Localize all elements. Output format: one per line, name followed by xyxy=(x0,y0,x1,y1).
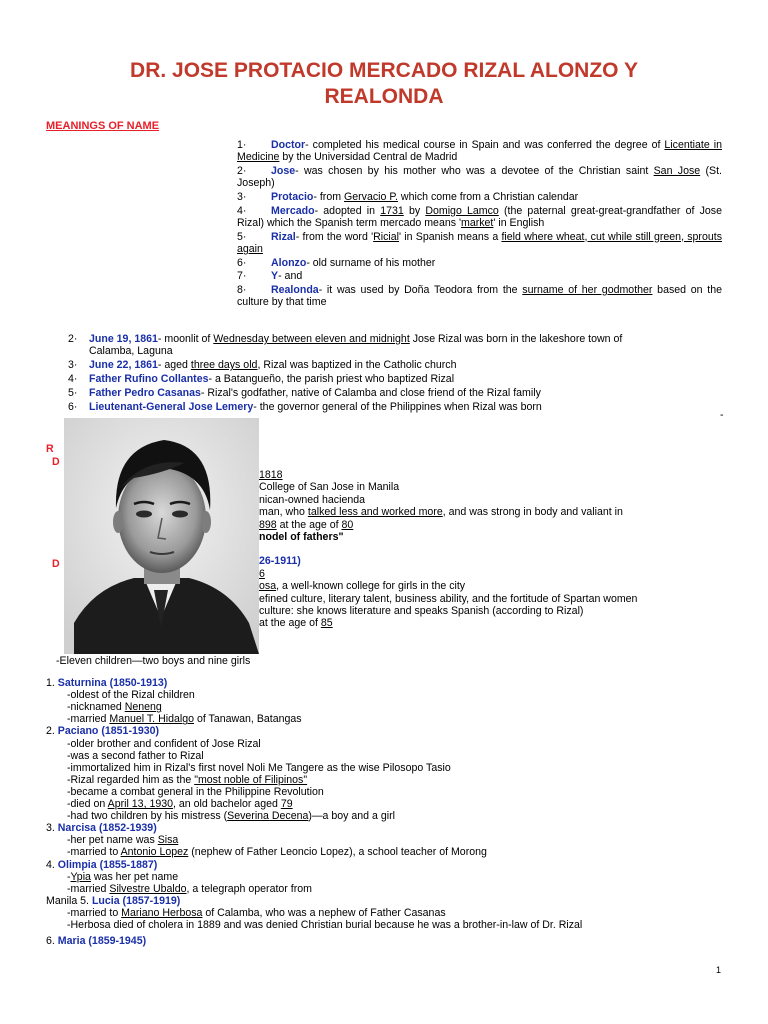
birth-item: 3· June 22, 1861- aged three days old, Rizal was baptized in the Catholic church xyxy=(68,359,457,372)
parents-heading-fragment: R xyxy=(46,443,54,455)
meaning-item: 5· Rizal- from the word 'Ricial' in Spanish means a field where wheat, cut while still green, sprouts again xyxy=(237,230,722,255)
stray-dash: - xyxy=(720,409,724,421)
child-heading: 2. Paciano (1851-1930) xyxy=(46,725,160,738)
birth-item: 6· Lieutenant-General Jose Lemery- the governor general of the Philippines when Rizal was born xyxy=(68,401,542,414)
item-number: 1· xyxy=(237,139,247,151)
meanings-heading: MEANINGS OF NAME xyxy=(46,120,160,132)
portrait-image xyxy=(64,418,259,654)
birth-item: 2· June 19, 1861- moonlit of Wednesday between eleven and midnight Jose Rizal was born in the lakeshore town of Calamba, Laguna xyxy=(68,333,623,358)
meaning-item: 1· Doctor- completed his medical course in Spain and was conferred the degree of Licentiate in Medicine by the Universidad Central de Madrid xyxy=(237,139,722,164)
document-title xyxy=(0,58,768,110)
rizal-portrait-photo xyxy=(64,418,259,654)
birth-item: 5· Father Pedro Casanas- Rizal's godfather, native of Calamba and close friend of the Rizal family xyxy=(68,387,541,400)
title-line-2: REALONDA xyxy=(324,85,444,108)
child-heading: 4. Olimpia (1855-1887) xyxy=(46,858,158,871)
child-heading: 3. Narcisa (1852-1939) xyxy=(46,822,157,835)
meaning-item: 4· Mercado- adopted in 1731 by Domigo Lamco (the paternal great-great-grandfather of Jose Rizal) which the Spanish term mercado means 'market' in English xyxy=(237,204,722,229)
birth-facts-list xyxy=(68,333,723,415)
term: Doctor xyxy=(271,139,306,151)
child-heading: 1. Saturnina (1850-1913) xyxy=(46,677,168,690)
mother-heading-fragment: D xyxy=(52,558,60,570)
meaning-item: 7· Y- and xyxy=(237,270,303,283)
meaning-item: 3· Protacio- from Gervacio P. which come from a Christian calendar xyxy=(237,191,579,203)
meaning-item: 8· Realonda- it was used by Doña Teodora from the surname of her godmother based on the culture by that time xyxy=(237,283,722,309)
parents-text: 1818 College of San Jose in Manila nican-owned hacienda man, who talked less and worked more, and was strong in body and valiant in 898 at the age of 80 nodel of fathers" 26-1911) 6 osa, a well-known college for girls in the city efined culture, literary talent, business ability, and the fortitude of Spartan women culture: she knows literature and speaks Spanish (according to Rizal) at the age of 85 xyxy=(259,469,638,630)
father-heading-fragment: D xyxy=(52,456,60,468)
meanings-list xyxy=(237,139,722,310)
page-number: 1 xyxy=(716,965,722,975)
meaning-item: 6· Alonzo- old surname of his mother xyxy=(237,256,436,269)
child-heading: Manila 5. Lucia (1857-1919) xyxy=(46,894,181,907)
children-intro: -Eleven children—two boys and nine girls xyxy=(56,655,251,667)
meaning-item: 2· Jose- was chosen by his mother who was a devotee of the Christian saint San Jose (St. Joseph) xyxy=(237,165,722,190)
child-heading: 6. Maria (1859-1945) xyxy=(46,935,147,948)
children-section: -Eleven children—two boys and nine girls 1. Saturnina (1850-1913) -oldest of the Rizal children -nicknamed Neneng -married Manuel T. Hidalgo of Tanawan, Batangas 2. Paciano (1851-1930) -older brother and confident of Jose Rizal -was a second father to Rizal -immortalized him in Rizal's first novel Noli Me Tangere as the wise Pilosopo Tasio -Rizal regarded him as the "most noble of Filipinos" -became a combat general in the Philippine Revolution -died on April 13, 1930, an old bachelor aged 79 -had two children by his mistress (Severina Decena)—a boy and a girl 3. Narcisa (1852-1939) -her pet name was Sisa -married to Antonio Lopez (nephew of Father Leoncio Lopez), a school teacher of Morong 4. Olimpia (1855-1887) -Ypia was her pet name -married Silvestre Ubaldo, a telegraph operator from Manila 5. Lucia (1857-1919) -married to Mariano Herbosa of Calamba, who was a nephew of Father Casanas -Herbosa died of cholera in 1889 and was denied Christian burial because he was a brother-in-law of Dr. Rizal 6. Maria (1859-1945) xyxy=(46,655,736,947)
title-line-1: DR. JOSE PROTACIO MERCADO RIZAL ALONZO Y xyxy=(130,59,638,82)
birth-item: 4· Father Rufino Collantes- a Batangueño, the parish priest who baptized Rizal xyxy=(68,373,455,386)
